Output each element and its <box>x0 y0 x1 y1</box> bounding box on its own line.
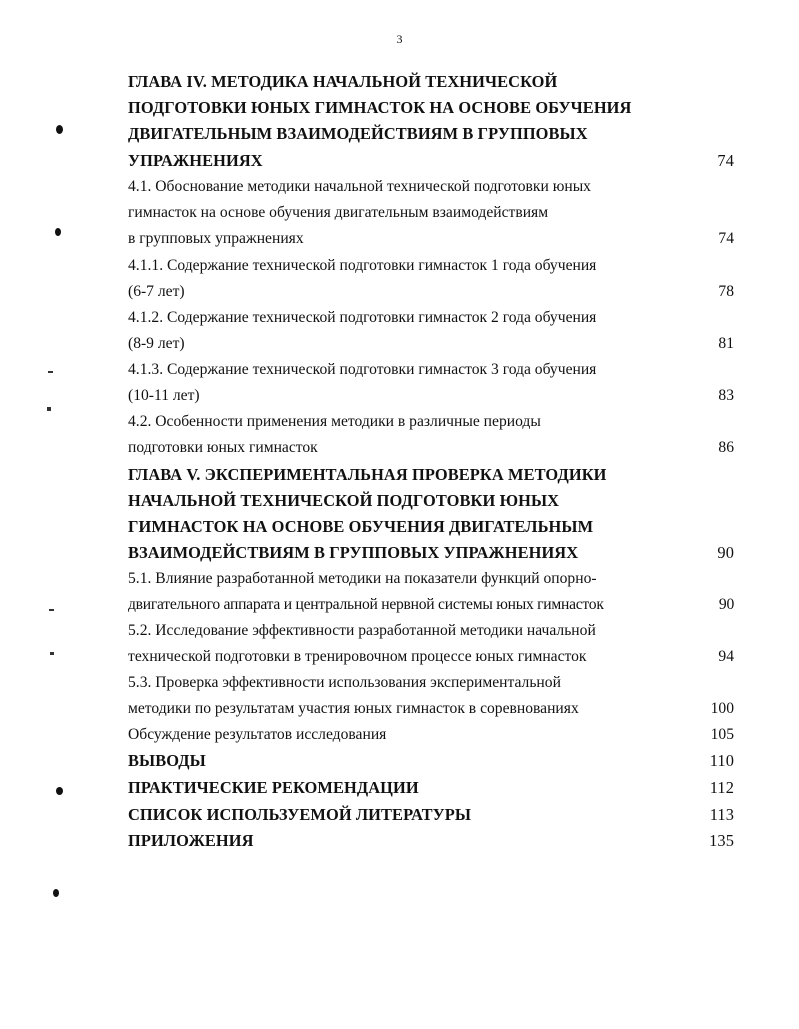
toc-section-5-3-line-1: 5.3. Проверка эффективности использования экспериментальной <box>128 674 561 691</box>
toc-references-page: 113 <box>709 805 734 824</box>
toc-section-4-1-line-3: в групповых упражнениях 74 <box>128 230 734 247</box>
toc-section-5-1-page: 90 <box>718 596 734 613</box>
toc-section-5-1-line-1: 5.1. Влияние разработанной методики на показатели функций опорно- <box>128 570 597 587</box>
margin-speck-dot <box>53 889 59 897</box>
margin-speck-dot <box>55 228 61 236</box>
toc-section-4-1-2-line-1: 4.1.2. Содержание технической подготовки гимнасток 2 года обучения <box>128 309 597 326</box>
toc-appendices: ПРИЛОЖЕНИЯ 135 <box>128 831 734 850</box>
toc-discussion: Обсуждение результатов исследования 105 <box>128 726 734 743</box>
toc-section-4-1-2-line-2: (8-9 лет) 81 <box>128 335 734 352</box>
toc-section-4-1-1-page: 78 <box>718 283 734 300</box>
toc-section-5-2-line-2: технической подготовки в тренировочном процессе юных гимнасток 94 <box>128 648 734 665</box>
toc-discussion-page: 105 <box>710 726 734 743</box>
toc-section-4-1-1-line-2: (6-7 лет) 78 <box>128 283 734 300</box>
toc-chapter-4-page: 74 <box>717 151 734 170</box>
toc-section-4-2-line-1: 4.2. Особенности применения методики в различные периоды <box>128 413 541 430</box>
toc-section-4-1-page: 74 <box>718 230 734 247</box>
toc-section-4-2-page: 86 <box>718 439 734 456</box>
toc-section-4-2-line-2: подготовки юных гимнасток 86 <box>128 439 734 456</box>
toc-section-5-3-line-2: методики по результатам участия юных гимнасток в соревнованиях 100 <box>128 700 734 717</box>
toc-section-4-1-3-page: 83 <box>718 387 734 404</box>
margin-speck-dash <box>48 371 53 373</box>
toc-chapter-4-line-4: УПРАЖНЕНИЯХ 74 <box>128 151 734 170</box>
toc-chapter-4-line-1: ГЛАВА IV. МЕТОДИКА НАЧАЛЬНОЙ ТЕХНИЧЕСКОЙ <box>128 72 558 91</box>
toc-recommendations: ПРАКТИЧЕСКИЕ РЕКОМЕНДАЦИИ 112 <box>128 778 734 797</box>
toc-section-5-2-page: 94 <box>718 648 734 665</box>
toc-chapter-5-line-4: ВЗАИМОДЕЙСТВИЯМ В ГРУППОВЫХ УПРАЖНЕНИЯХ 90 <box>128 543 734 562</box>
toc-chapter-4-line-3: ДВИГАТЕЛЬНЫМ ВЗАИМОДЕЙСТВИЯМ В ГРУППОВЫХ <box>128 124 588 143</box>
margin-speck-dash <box>50 652 54 655</box>
toc-section-4-1-line-2: гимнасток на основе обучения двигательным взаимодействиям <box>128 204 549 221</box>
toc-section-4-1-3-line-1: 4.1.3. Содержание технической подготовки гимнасток 3 года обучения <box>128 361 597 378</box>
toc-section-4-1-3-line-2: (10-11 лет) 83 <box>128 387 734 404</box>
toc-conclusions-page: 110 <box>709 751 734 770</box>
toc-chapter-5-page: 90 <box>717 543 734 562</box>
toc-references: СПИСОК ИСПОЛЬЗУЕМОЙ ЛИТЕРАТУРЫ 113 <box>128 805 734 824</box>
toc-recommendations-page: 112 <box>709 778 734 797</box>
toc-conclusions: ВЫВОДЫ 110 <box>128 751 734 770</box>
toc-chapter-4-line-2: ПОДГОТОВКИ ЮНЫХ ГИМНАСТОК НА ОСНОВЕ ОБУЧЕНИЯ <box>128 98 632 117</box>
margin-speck-dot <box>56 787 63 795</box>
toc-section-4-1-1-line-1: 4.1.1. Содержание технической подготовки гимнасток 1 года обучения <box>128 257 597 274</box>
toc-appendices-page: 135 <box>709 831 734 850</box>
toc-section-5-1-line-2: двигательного аппарата и центральной нервной системы юных гимнасток 90 <box>128 596 734 613</box>
toc-chapter-5-line-1: ГЛАВА V. ЭКСПЕРИМЕНТАЛЬНАЯ ПРОВЕРКА МЕТОДИКИ <box>128 465 607 484</box>
toc-section-5-3-page: 100 <box>710 700 734 717</box>
margin-speck-dash <box>47 407 51 411</box>
margin-speck-dot <box>56 125 63 134</box>
margin-speck-dash <box>49 609 54 611</box>
toc-chapter-5-line-3: ГИМНАСТОК НА ОСНОВЕ ОБУЧЕНИЯ ДВИГАТЕЛЬНЫМ <box>128 517 594 536</box>
toc-section-4-1-line-1: 4.1. Обоснование методики начальной технической подготовки юных <box>128 178 591 195</box>
toc-chapter-5-line-2: НАЧАЛЬНОЙ ТЕХНИЧЕСКОЙ ПОДГОТОВКИ ЮНЫХ <box>128 491 560 510</box>
toc-section-4-1-2-page: 81 <box>718 335 734 352</box>
toc-section-5-2-line-1: 5.2. Исследование эффективности разработанной методики начальной <box>128 622 596 639</box>
page-number: 3 <box>396 32 403 46</box>
